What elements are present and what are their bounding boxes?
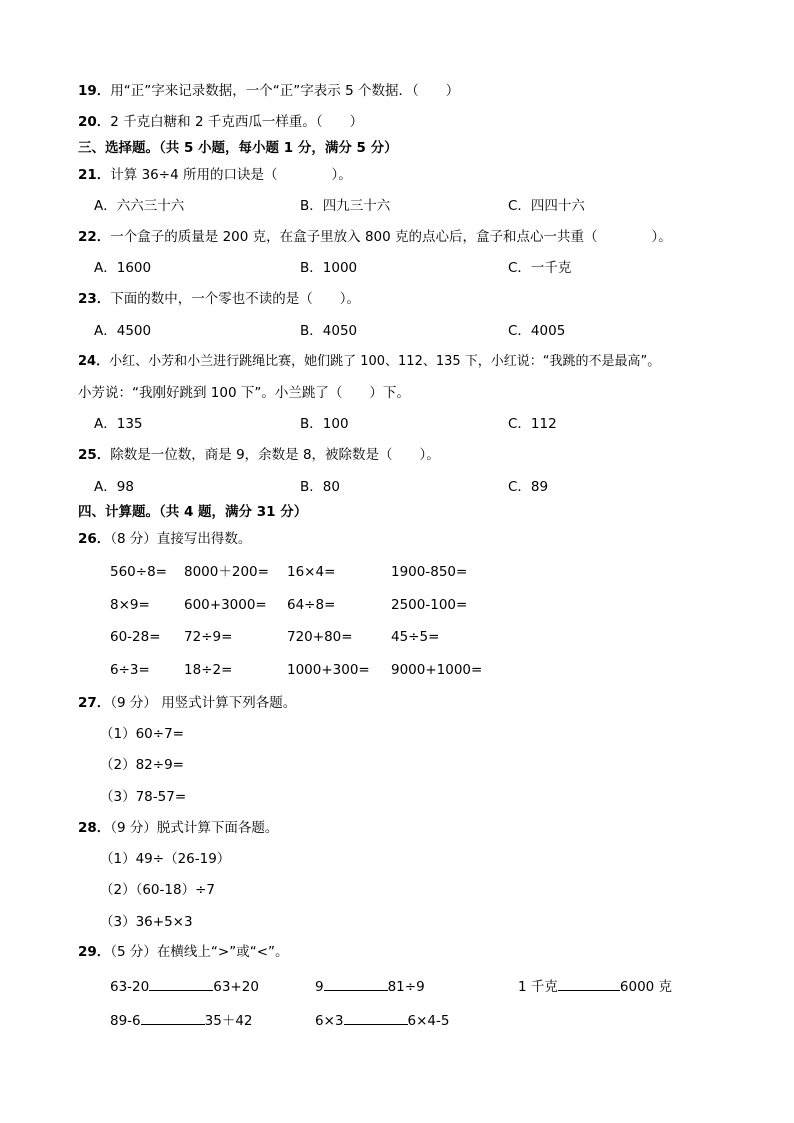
calc-item: 72÷9= [184, 629, 233, 645]
calc-item: 560÷8= [110, 564, 167, 580]
compare-left: 63-20 [110, 979, 150, 995]
question-number: 24． [78, 354, 110, 369]
question-text: （9 分） 用竖式计算下列各题。 [110, 695, 297, 711]
question-27 [78, 694, 296, 712]
compare-item [518, 976, 672, 996]
option-c: C．89 [508, 479, 549, 495]
question-text: 用“正”字来记录数据，一个“正”字表示 5 个数据．（ ） [110, 83, 460, 99]
compare-right: 63+20 [213, 979, 259, 995]
option-b: B．80 [300, 479, 340, 495]
compare-right: 6000 克 [619, 979, 673, 995]
answer-blank[interactable] [558, 976, 620, 991]
calc-item: 1900-850= [391, 564, 468, 580]
option-c: C．112 [508, 416, 557, 432]
sub-item: （2）82÷9= [100, 757, 184, 773]
calc-item: 720+80= [287, 629, 353, 645]
option-b: B．1000 [300, 260, 358, 276]
calc-item: 6÷3= [110, 662, 150, 678]
compare-item [315, 1010, 449, 1030]
question-number: 25． [78, 447, 111, 463]
question-text: 计算 36÷4 所用的口诀是（ ）。 [110, 167, 352, 183]
question-29 [78, 943, 289, 961]
compare-left: 89-6 [110, 1013, 141, 1029]
question-number: 21． [78, 167, 111, 183]
option-a: A．1600 [94, 260, 152, 276]
option-c: C．4005 [508, 323, 566, 339]
question-number: 28． [78, 820, 111, 836]
question-21 [78, 166, 352, 184]
compare-left: 6×3 [315, 1013, 344, 1029]
question-26 [78, 530, 251, 548]
question-number: 26． [78, 531, 111, 547]
compare-item [110, 1010, 253, 1030]
calc-item: 9000+1000= [391, 662, 483, 678]
question-19 [78, 82, 459, 100]
option-c: C．四四十六 [508, 198, 585, 214]
calc-item: 64÷8= [287, 597, 336, 613]
question-24-continued: 小芳说：“我刚好跳到 100 下”。小兰跳了（ ）下。 [78, 385, 410, 401]
compare-right: 81÷9 [387, 979, 425, 995]
calc-item: 8×9= [110, 597, 150, 613]
section-title-calculation: 四、计算题。（共 4 题，满分 31 分） [78, 504, 308, 520]
calc-item: 2500-100= [391, 597, 468, 613]
compare-item [315, 976, 425, 996]
answer-blank[interactable] [344, 1010, 408, 1025]
sub-item: （3）78-57= [100, 789, 187, 805]
calc-item: 45÷5= [391, 629, 440, 645]
calc-item: 1000+300= [287, 662, 370, 678]
question-number: 20． [78, 114, 111, 130]
answer-blank[interactable] [324, 976, 388, 991]
question-text: 一个盒子的质量是 200 克，在盒子里放入 800 克的点心后，盒子和点心一共重（ ）。 [110, 229, 672, 245]
calc-item: 60-28= [110, 629, 161, 645]
compare-left: 1 千克 [518, 979, 558, 995]
section-title-choice: 三、选择题。（共 5 小题，每小题 1 分，满分 5 分） [78, 140, 398, 156]
question-24 [78, 353, 660, 371]
question-text: 除数是一位数，商是 9，余数是 8，被除数是（ ）。 [110, 447, 440, 463]
question-text: （9 分）脱式计算下面各题。 [110, 820, 279, 836]
answer-blank[interactable] [141, 1010, 205, 1025]
compare-right: 35＋42 [204, 1013, 253, 1029]
question-number: 23． [78, 291, 111, 307]
question-28 [78, 819, 278, 837]
question-number: 27． [78, 695, 111, 711]
compare-left: 9 [315, 979, 324, 995]
calc-item: 16×4= [287, 564, 336, 580]
option-b: B．4050 [300, 323, 358, 339]
question-text: 下面的数中，一个零也不读的是（ ）。 [110, 291, 361, 307]
sub-item: （1）49÷（26-19） [100, 851, 231, 867]
answer-blank[interactable] [149, 976, 213, 991]
calc-item: 8000＋200= [184, 564, 269, 580]
calc-item: 600+3000= [184, 597, 267, 613]
option-c: C．一千克 [508, 260, 572, 276]
calc-item: 18÷2= [184, 662, 233, 678]
option-b: B．四九三十六 [300, 198, 391, 214]
question-number: 19． [78, 83, 111, 99]
question-text: 2 千克白糖和 2 千克西瓜一样重。（ ） [110, 114, 364, 130]
question-25 [78, 446, 440, 464]
question-22 [78, 228, 672, 246]
question-text: 小红、小芳和小兰进行跳绳比赛，她们跳了 100、112、135 下，小红说：“我跳的不是最高”。 [109, 354, 661, 369]
option-a: A．六六三十六 [94, 198, 185, 214]
option-a: A．4500 [94, 323, 152, 339]
question-number: 29． [78, 944, 111, 960]
sub-item: （3）36+5×3 [100, 914, 193, 930]
option-a: A．98 [94, 479, 134, 495]
question-20 [78, 113, 363, 131]
sub-item: （2）（60-18）÷7 [100, 882, 215, 898]
compare-item [110, 976, 259, 996]
question-23 [78, 290, 360, 308]
option-b: B．100 [300, 416, 349, 432]
question-text: （8 分）直接写出得数。 [110, 531, 252, 547]
question-number: 22． [78, 229, 111, 245]
question-text: （5 分）在横线上“>”或“<”。 [110, 944, 289, 960]
option-a: A．135 [94, 416, 143, 432]
sub-item: （1）60÷7= [100, 726, 184, 742]
compare-right: 6×4-5 [407, 1013, 450, 1029]
